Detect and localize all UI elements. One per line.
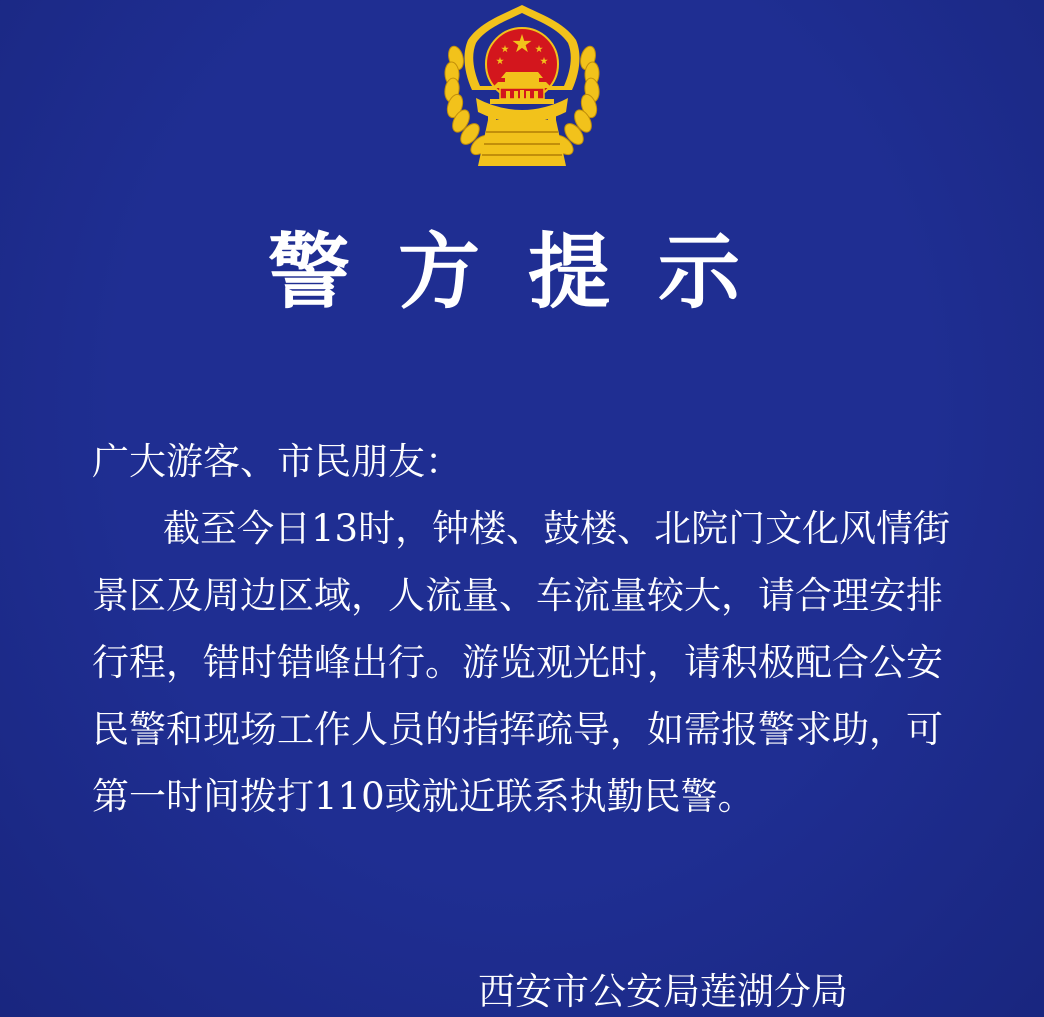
- notice-title: 警方提示: [268, 224, 789, 320]
- body-line: 截至今日13时，钟楼、鼓楼、北院门文化风情街: [163, 507, 951, 550]
- police-emblem-icon: [442, 2, 602, 170]
- greeting-line: 广大游客、市民朋友：: [92, 440, 462, 483]
- notice-body: [92, 428, 950, 830]
- body-line: 民警和现场工作人员的指挥疏导，如需报警求助，可: [92, 708, 943, 751]
- issuer-signature: 西安市公安局莲湖分局: [478, 970, 848, 1013]
- body-line: 第一时间拨打110或就近联系执勤民警。: [92, 775, 755, 818]
- body-line: 行程，错时错峰出行。游览观光时，请积极配合公安: [92, 641, 943, 684]
- body-line: 景区及周边区域，人流量、车流量较大，请合理安排: [92, 574, 943, 617]
